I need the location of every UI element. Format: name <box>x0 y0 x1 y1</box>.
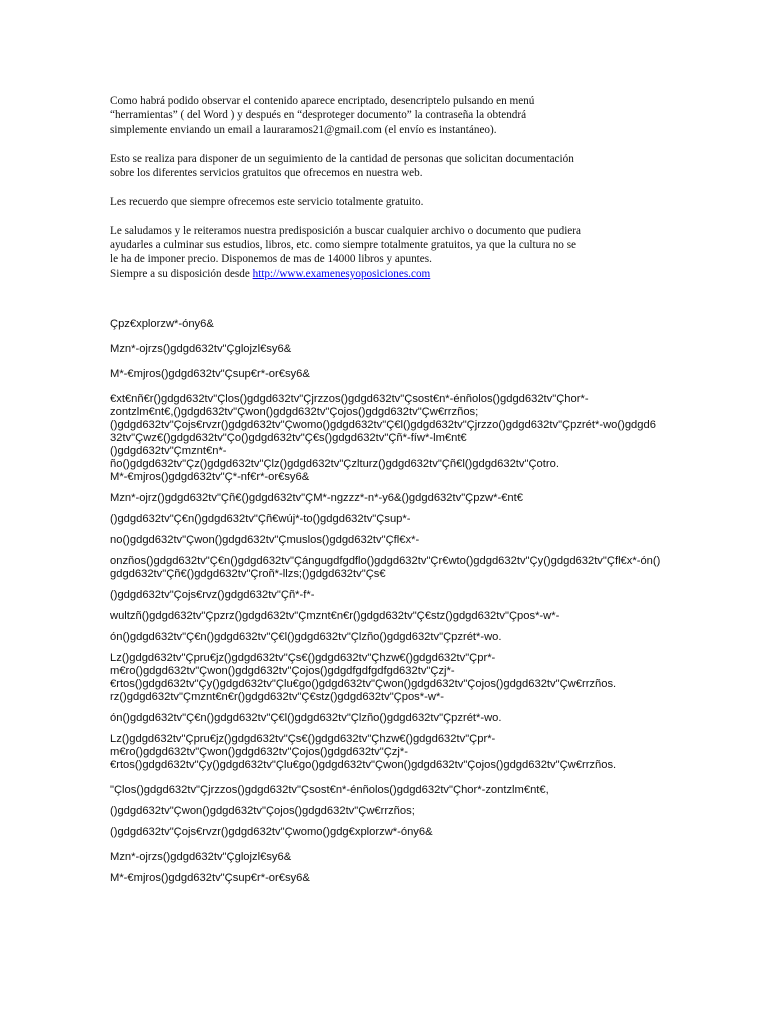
encrypted-line: M*-€mjros()gdgd632tv"Çsup€r*-or€sy6& <box>110 368 310 380</box>
encrypted-line: "Çlos()gdgd632tv"Çjrzzos()gdgd632tv"Çsost€n*-énñolos()gdgd632tv"Çhor*-zontzlm€nt€, <box>110 784 549 796</box>
encrypted-line: no()gdgd632tv"Çwon()gdgd632tv"Çmuslos()gdgd632tv"Çfl€x*- <box>110 534 420 546</box>
encrypted-paragraph: €xt€nñ€r()gdgd632tv"Çlos()gdgd632tv"Çjrzzos()gdgd632tv"Çsost€n*-énñolos()gdgd632tv"Çhor*- zontzlm€nt€,()gdgd632tv"Çwon()gdgd632tv"Çojos()gdgd632tv"Çw€rrzños; ()gdgd632tv"Çojs€rvzr()gdgd632tv"Çwomo()gdgd632tv"Ç€l()gdgd632tv"Çjrzzo()gdgd632tv"Çpzrét*-wo()gdgd632tv"Çwz€()gdgd632tv"Ço()gdgd632tv"Ç€s()gdgd632tv"Çñ*-fíw*-lm€nt€ ()gdgd632tv"Çmznt€n*- ño()gdgd632tv"Çz()gdgd632tv"Çlz()gdgd632tv"Çzlturz()gdgd632tv"Çñ€l()gdgd632tv"Çotro. M*-€mjros()gdgd632tv"Ç*-nf€r*-or€sy6& <box>110 393 656 483</box>
intro-paragraph-decrypt: Como habrá podido observar el contenido aparece encriptado, desencriptelo pulsando en menú “herramientas” ( del Word ) y después en “desproteger documento” la contraseña la obtendrá simplemente enviando un email a lauraramos21@gmail.com (el envío es instantáneo). <box>110 95 535 136</box>
intro-paragraph-greeting <box>110 224 662 282</box>
encrypted-paragraph: Lz()gdgd632tv"Çpru€jz()gdgd632tv"Çs€()gdgd632tv"Çhzw€()gdgd632tv"Çpr*- m€ro()gdgd632tv"Çwon()gdgd632tv"Çojos()gdgdfgdfgdfgd632tv"Çzj*- €rtos()gdgd632tv"Çy()gdgd632tv"Çlu€go()gdgd632tv"Çwon()gdgd632tv"Çojos()gdgd632tv"Çw€rrzños. rz()gdgd632tv"Çmznt€n€r()gdgd632tv"Ç€stz()gdgd632tv"Çpos*-w*- <box>110 652 617 703</box>
encrypted-paragraph: Lz()gdgd632tv"Çpru€jz()gdgd632tv"Çs€()gdgd632tv"Çhzw€()gdgd632tv"Çpr*- m€ro()gdgd632tv"Çwon()gdgd632tv"Çojos()gdgd632tv"Çzj*- €rtos()gdgd632tv"Çy()gdgd632tv"Çlu€go()gdgd632tv"Çwon()gdgd632tv"Çojos()gdgd632tv"Çw€rrzños. <box>110 733 617 771</box>
encrypted-line: ()gdgd632tv"Çojs€rvz()gdgd632tv"Çñ*-f*- <box>110 589 315 601</box>
encrypted-line: ()gdgd632tv"Çojs€rvzr()gdgd632tv"Çwomo()gdg€xplorzw*-óny6& <box>110 826 433 838</box>
encrypted-line: ón()gdgd632tv"Ç€n()gdgd632tv"Ç€l()gdgd632tv"Çlzño()gdgd632tv"Çpzrét*-wo. <box>110 712 502 724</box>
encrypted-line: onzños()gdgd632tv"Ç€n()gdgd632tv"Çángugdfgdflo()gdgd632tv"Çr€wto()gdgd632tv"Çy()gdgd632tv"Çfl€x*-ón()gdgd632tv"Çñ€()gdgd632tv"Çroñ*-llzs;()gdgd632tv"Çs€ <box>110 555 661 580</box>
encrypted-content <box>110 318 662 885</box>
intro-paragraph-tracking: Esto se realiza para disponer de un seguimiento de la cantidad de personas que solicitan documentación sobre los diferentes servicios gratuitos que ofrecemos en nuestra web. <box>110 152 574 180</box>
encrypted-line: M*-€mjros()gdgd632tv"Çsup€r*-or€sy6& <box>110 872 310 884</box>
encrypted-line: Mzn*-ojrzs()gdgd632tv"Çglojzl€sy6& <box>110 851 292 863</box>
encrypted-line: ()gdgd632tv"Çwon()gdgd632tv"Çojos()gdgd632tv"Çw€rrzños; <box>110 805 415 817</box>
encrypted-line: Mzn*-ojrzs()gdgd632tv"Çglojzl€sy6& <box>110 343 292 355</box>
encrypted-line: ()gdgd632tv"Ç€n()gdgd632tv"Çñ€wúj*-to()gdgd632tv"Çsup*- <box>110 513 411 525</box>
encrypted-line: Mzn*-ojrz()gdgd632tv"Çñ€()gdgd632tv"ÇM*-ngzzz*-n*-y6&()gdgd632tv"Çpzw*-€nt€ <box>110 492 523 504</box>
disposition-prefix: Siempre a su disposición desde <box>110 267 253 280</box>
encrypted-line: wultzñ()gdgd632tv"Çpzrz()gdgd632tv"Çmznt€n€r()gdgd632tv"Ç€stz()gdgd632tv"Çpos*-w*- <box>110 610 560 622</box>
encrypted-line: ón()gdgd632tv"Ç€n()gdgd632tv"Ç€l()gdgd632tv"Çlzño()gdgd632tv"Çpzrét*-wo. <box>110 631 502 643</box>
website-link[interactable]: http://www.examenesyoposiciones.com <box>252 267 431 280</box>
intro-paragraph-free-service: Les recuerdo que siempre ofrecemos este servicio totalmente gratuito. <box>110 195 424 208</box>
intro-notice <box>110 94 662 281</box>
greeting-text: Le saludamos y le reiteramos nuestra predisposición a buscar cualquier archivo o documento que pudiera ayudarles a culminar sus estudios, libros, etc. como siempre totalmente gratuitos, ya que la cultura no se le ha de imponer precio. Disponemos de mas de 14000 libros y apuntes. <box>110 224 581 266</box>
encrypted-line: Çpz€xplorzw*-óny6& <box>110 318 214 330</box>
